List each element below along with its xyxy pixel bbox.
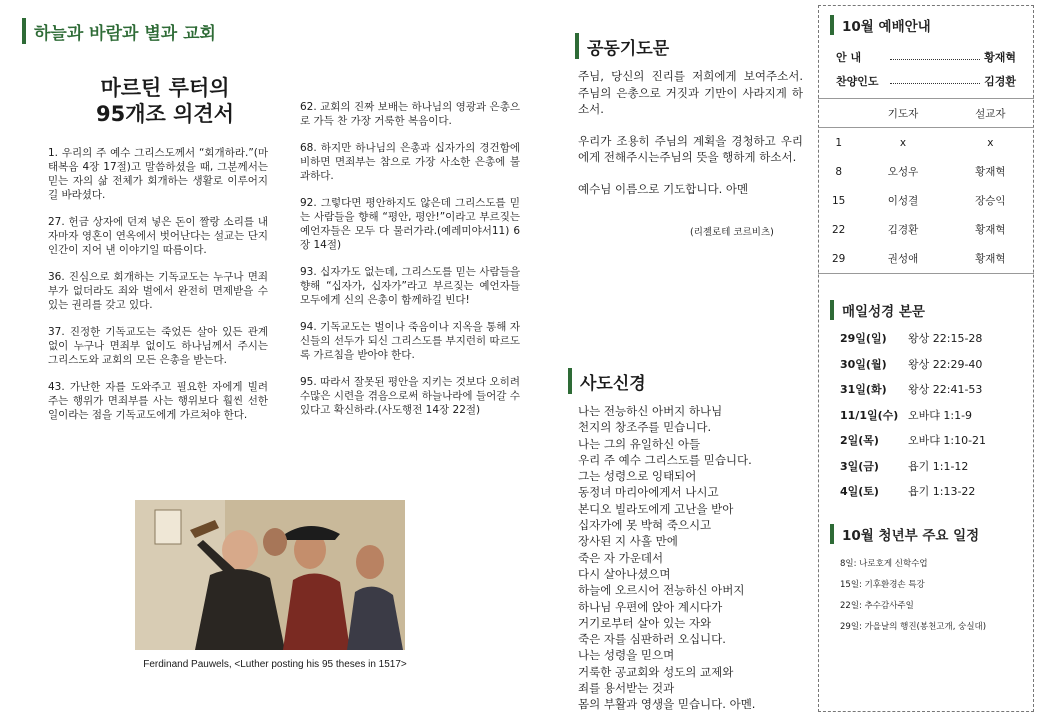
list-item: 8일: 나로호게 신학수업	[840, 559, 928, 569]
choir-name: 김경환	[984, 75, 1016, 88]
creed-line: 나는 성령을 믿으며	[578, 648, 675, 663]
worship-title-text: 10월 예배안내	[842, 19, 931, 35]
table-row	[818, 215, 1034, 244]
table-header	[818, 99, 859, 128]
thesis-item: 62. 교회의 진짜 보배는 하나님의 영광과 은총으로 가득 찬 가장 거룩한 복음이다.	[300, 101, 520, 127]
thesis-item: 37. 진정한 기독교도는 죽었든 살아 있든 관계 없이 누구나 면죄부 없이도 하나님께서 주시는 그리스도와 교회의 모든 은총을 받는다.	[48, 326, 268, 366]
table-cell: 8	[835, 165, 843, 178]
list-item	[840, 458, 1020, 484]
table-cell: x	[899, 136, 907, 149]
reading-date: 31일(화)	[840, 383, 887, 396]
prayer-paragraph: 예수님 이름으로 기도합니다. 아멘	[578, 181, 749, 196]
title-accent-bar	[830, 300, 834, 320]
guide-name: 황재혁	[984, 51, 1016, 64]
list-item	[840, 356, 1020, 382]
creed-line: 하늘에 오르시어 전능하신 아버지	[578, 583, 745, 598]
page-title-line2: 95개조 의견서	[96, 102, 234, 126]
bible-reading-list	[840, 330, 1020, 509]
prayer-paragraph: 우리가 조용히 주님의 계획을 경청하고 우리에게 전해주시는주님의 뜻을 행하게 하소서.	[578, 133, 803, 164]
list-item: 22일: 추수감사주일	[840, 601, 914, 611]
church-title-text: 하늘과 바람과 별과 교회	[34, 23, 216, 44]
theses-column-1	[48, 146, 268, 435]
table-cell: 1	[835, 136, 843, 149]
table-row	[818, 128, 1034, 158]
thesis-item: 92. 그렇다면 평안하지도 않은데 그리스도를 믿는 사람들을 향해 “평안, 평안!”이라고 부르짖는 예언자들은 모두 다 물러가라.(예레미야서11) 6장 14절)	[300, 197, 520, 251]
table-cell: 황재혁	[975, 166, 1006, 178]
title-accent-bar	[575, 33, 579, 59]
table-row	[818, 157, 1034, 186]
creed-line: 죽은 자 가운데서	[578, 550, 664, 565]
list-item	[840, 407, 1020, 433]
youth-schedule-list	[840, 557, 1030, 641]
luther-painting	[135, 500, 405, 650]
theses-column-2	[300, 100, 520, 430]
creed-line: 동정녀 마리아에게서 나시고	[578, 485, 719, 500]
creed-line: 장사된 지 사흘 만에	[578, 534, 678, 549]
table-cell: 황재혁	[947, 244, 1034, 274]
creed-line: 나는 전능하신 아버지 하나님	[578, 404, 723, 418]
table-row	[818, 244, 1034, 274]
table-cell: 권성애	[859, 244, 946, 274]
title-accent-bar	[568, 368, 572, 394]
thesis-item: 68. 하지만 하나님의 은총과 십자가의 경건함에 비하면 면죄부는 참으로 가장 사소한 은총에 불과하다.	[300, 142, 520, 182]
reading-date: 3일(금)	[840, 459, 879, 473]
thesis-item: 94. 기독교도는 벌이나 죽음이나 지옥을 통해 자신들의 선두가 되신 그리스도를 부지런히 따르도록 가르침을 받아야 한다.	[300, 321, 520, 361]
list-item	[840, 330, 1020, 356]
creed-line: 본디오 빌라도에게 고난을 받아	[578, 501, 734, 516]
creed-line: 나는 그의 유일하신 아들	[578, 436, 701, 451]
creed-line: 그는 성령으로 잉태되어	[578, 469, 697, 484]
thesis-item: 95. 따라서 잘못된 평안을 지키는 것보다 오히려 수많은 시련을 겪음으로써 하늘나라에 들어갈 수 있다고 확신하라.(사도행전 14장 22절)	[300, 376, 520, 416]
creed-heading	[568, 368, 646, 394]
prayer-source: (리젤로테 코르비츠)	[690, 227, 774, 238]
thesis-item: 36. 진심으로 회개하는 기독교도는 누구나 면죄부가 없더라도 죄와 벌에서 완전히 면제받을 수 있는 권리를 갖고 있다.	[48, 271, 268, 311]
title-accent-bar	[830, 524, 834, 544]
table-header-row	[818, 99, 1034, 128]
thesis-item: 1. 우리의 주 예수 그리스도께서 “회개하라.”(마태복음 4장 17절)고 말씀하셨을 때, 그분께서는 믿는 자의 삶 전체가 회개하는 생활로 이루어지길 바라셨다.	[48, 147, 268, 201]
reading-date: 29일(일)	[840, 332, 887, 345]
prayer-heading	[575, 33, 669, 59]
prayer-body	[578, 68, 803, 212]
church-title	[22, 18, 216, 44]
creed-line: 다시 살아나셨으며	[578, 566, 671, 581]
table-cell: 김경환	[887, 224, 919, 236]
reading-passage: 오바댜 1:10-21	[908, 434, 987, 447]
page-title	[70, 75, 260, 127]
table-row	[818, 186, 1034, 215]
reading-passage: 오바댜 1:1-9	[908, 408, 973, 422]
table-cell: 장승익	[975, 195, 1006, 207]
table-cell: 22	[832, 223, 846, 236]
reading-passage: 욥기 1:1-12	[908, 459, 969, 473]
youth-heading	[830, 524, 979, 544]
worship-duty-table	[818, 98, 1034, 274]
table-cell: 오성우	[887, 166, 919, 178]
reading-passage: 왕상 22:15-28	[908, 332, 983, 345]
title-accent-bar	[830, 15, 834, 35]
list-item	[840, 483, 1020, 509]
list-item	[840, 432, 1020, 458]
dot-leader	[890, 83, 980, 84]
reading-passage: 왕상 22:41-53	[908, 383, 983, 396]
prayer-paragraph: 주님, 당신의 진리를 저희에게 보여주소서. 주님의 은총으로 거짓과 기만이 사라지게 하소서.	[578, 69, 803, 116]
reading-date: 30일(월)	[840, 357, 887, 371]
table-header: 설교자	[947, 99, 1034, 128]
youth-title-text: 10월 청년부 주요 일정	[842, 528, 980, 544]
table-cell: 15	[832, 194, 846, 207]
creed-line: 몸의 부활과 영생을 믿습니다. 아멘.	[578, 697, 756, 712]
painting-caption: Ferdinand Pauwels, <Luther posting his 95 theses in 1517>	[143, 659, 407, 670]
creed-line: 십자가에 못 박혀 죽으시고	[578, 518, 712, 533]
choir-label: 찬양인도	[836, 75, 879, 88]
reading-date: 4일(토)	[840, 485, 879, 498]
guide-label: 안 내	[836, 51, 862, 64]
choir-row	[836, 73, 1016, 89]
reading-passage: 왕상 22:29-40	[908, 357, 983, 371]
list-item: 15일: 기후환경손 특강	[840, 580, 925, 590]
creed-line: 죽은 자를 심판하러 오십니다.	[578, 632, 726, 647]
reading-date: 11/1일(수)	[840, 408, 899, 422]
reading-passage: 욥기 1:13-22	[908, 485, 976, 498]
table-header: 기도자	[859, 99, 946, 128]
dot-leader	[890, 59, 980, 60]
reading-date: 2일(목)	[840, 434, 879, 447]
worship-heading	[830, 15, 931, 35]
creed-line: 거기로부터 살아 있는 자와	[578, 615, 712, 630]
creed-line: 거룩한 공교회와 성도의 교제와	[578, 664, 734, 679]
thesis-item: 43. 가난한 자를 도와주고 필요한 자에게 빌려 주는 행위가 면죄부를 사는 행위보다 훨씬 선한 일이라는 점을 기독교도에게 가르쳐야 한다.	[48, 381, 268, 421]
table-cell: 황재혁	[975, 224, 1006, 236]
creed-line: 우리 주 예수 그리스도를 믿습니다.	[578, 452, 752, 467]
table-cell: x	[987, 136, 994, 149]
list-item	[840, 381, 1020, 407]
creed-line: 하나님 우편에 앉아 계시다가	[578, 599, 723, 614]
creed-title-text: 사도신경	[580, 373, 646, 394]
table-cell: 이성결	[887, 195, 919, 207]
table-cell: 29	[818, 244, 859, 274]
creed-body	[578, 403, 803, 713]
title-accent-bar	[22, 18, 26, 44]
prayer-title-text: 공동기도문	[587, 38, 670, 59]
list-item: 29일: 가을날의 행진(봉천고개, 숭실대)	[840, 622, 987, 632]
bible-title-text: 매일성경 본문	[842, 304, 925, 320]
thesis-item: 27. 헌금 상자에 던져 넣은 돈이 짤랑 소리를 내자마자 영혼이 연옥에서 벗어난다는 설교는 단지 인간이 지어 낸 이야기일 따름이다.	[48, 216, 268, 256]
creed-line: 천지의 창조주를 믿습니다.	[578, 420, 712, 435]
guide-row	[836, 49, 1016, 65]
bible-heading	[830, 300, 925, 320]
thesis-item: 93. 십자가도 없는데, 그리스도를 믿는 사람들을 향해 “십자가, 십자가”라고 부르짖는 예언자들 모두에게 신의 은총이 함께하길 빈다!	[300, 266, 520, 306]
creed-line: 죄를 용서받는 것과	[578, 681, 675, 696]
page-title-line1: 마르틴 루터의	[100, 76, 230, 100]
